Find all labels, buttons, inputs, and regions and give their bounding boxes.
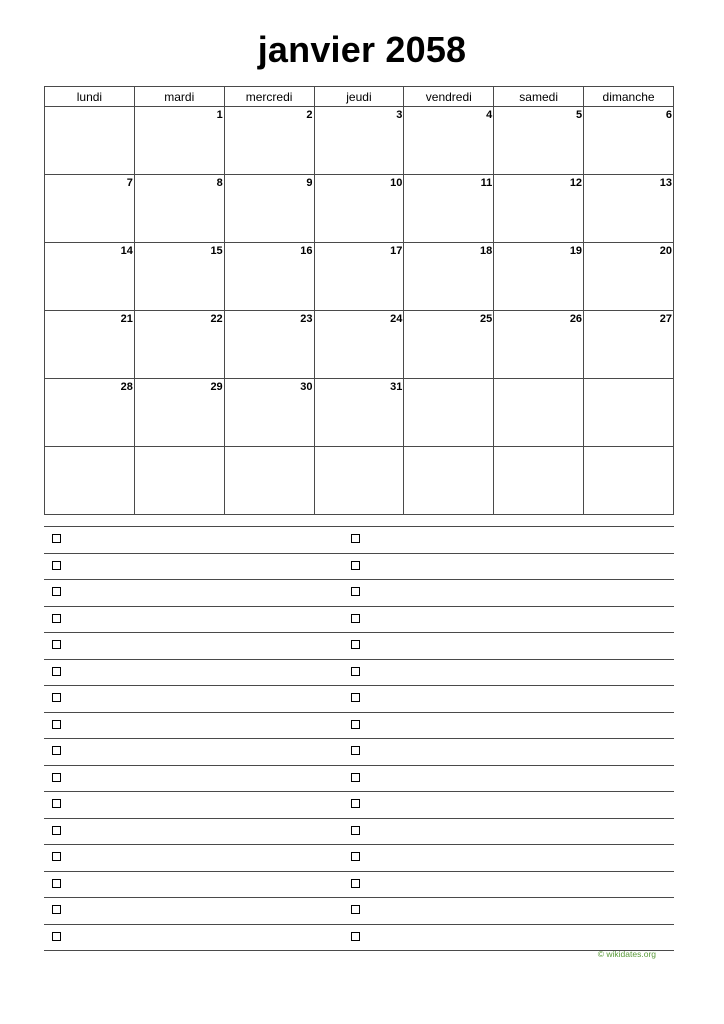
calendar-day-cell [314,311,404,379]
calendar-day-cell [494,447,584,515]
day-number: 18 [479,245,493,257]
checkbox-right[interactable] [351,693,360,702]
checkbox-left[interactable] [52,614,61,623]
checkbox-right[interactable] [351,852,360,861]
calendar-day-cell [404,447,494,515]
checkbox-right[interactable] [351,640,360,649]
checkbox-left[interactable] [52,561,61,570]
calendar-day-cell [494,379,584,447]
calendar-day-cell [134,447,224,515]
checkbox-right[interactable] [351,932,360,941]
calendar-day-cell [404,107,494,175]
day-number: 9 [306,177,313,189]
checkbox-right[interactable] [351,667,360,676]
todo-row [44,898,674,925]
day-number: 4 [486,109,493,121]
day-number: 1 [216,109,223,121]
calendar-day-cell [224,243,314,311]
calendar-day-cell [494,175,584,243]
calendar-day-cell [404,243,494,311]
day-number: 11 [480,177,493,189]
calendar-day-cell [134,243,224,311]
todo-row [44,713,674,740]
todo-row [44,766,674,793]
calendar-day-cell [224,447,314,515]
calendar-day-cell [314,379,404,447]
calendar-day-cell [224,379,314,447]
day-number: 22 [210,313,223,325]
checkbox-left[interactable] [52,799,61,808]
calendar-day-cell [224,311,314,379]
day-number: 5 [575,109,583,121]
calendar-grid [44,86,674,515]
checkbox-right[interactable] [351,534,360,543]
day-number: 21 [120,313,133,325]
day-number: 31 [390,381,403,393]
calendar-day-cell [134,175,224,243]
checkbox-right[interactable] [351,746,360,755]
checkbox-right[interactable] [351,826,360,835]
day-number: 15 [210,245,223,257]
todo-row [44,633,674,660]
calendar-day-cell [314,243,404,311]
calendar-day-cell [404,379,494,447]
day-number: 19 [569,245,583,257]
checkbox-right[interactable] [351,773,360,782]
calendar-day-cell [404,311,494,379]
todo-row [44,819,674,846]
todo-row [44,527,674,554]
checkbox-left[interactable] [52,826,61,835]
todo-list [44,526,674,951]
todo-row [44,925,674,952]
checkbox-left[interactable] [52,640,61,649]
footer-credit: © wikidates.org [597,949,656,959]
calendar-week-row [45,379,674,447]
calendar-day-cell [584,379,674,447]
checkbox-right[interactable] [351,587,360,596]
calendar-day-cell [494,243,584,311]
weekday-header: mercredi [224,87,314,107]
todo-row [44,792,674,819]
calendar-day-cell [314,175,404,243]
todo-row [44,554,674,581]
calendar-day-cell [45,243,135,311]
calendar-day-cell [224,175,314,243]
weekday-header-row [45,87,674,107]
calendar-day-cell [45,311,135,379]
todo-row [44,739,674,766]
calendar-day-cell [584,447,674,515]
checkbox-left[interactable] [52,932,61,941]
calendar-week-row [45,311,674,379]
calendar-week-row [45,243,674,311]
day-number: 6 [665,109,672,121]
calendar-day-cell [134,107,224,175]
todo-row [44,872,674,899]
calendar-day-cell [45,175,135,243]
checkbox-left[interactable] [52,773,61,782]
day-number: 3 [396,109,403,121]
checkbox-left[interactable] [52,852,61,861]
checkbox-left[interactable] [52,879,61,888]
calendar-day-cell [314,107,404,175]
checkbox-left[interactable] [52,667,61,676]
checkbox-left[interactable] [52,587,61,596]
calendar-body [45,107,674,515]
weekday-header: jeudi [314,87,404,107]
day-number: 2 [306,109,313,121]
weekday-header: mardi [134,87,224,107]
checkbox-left[interactable] [52,746,61,755]
checkbox-left[interactable] [52,905,61,914]
weekday-header: vendredi [404,87,494,107]
todo-row [44,845,674,872]
calendar-day-cell [584,243,674,311]
day-number: 7 [126,177,133,189]
checkbox-left[interactable] [52,720,61,729]
day-number: 30 [300,381,313,393]
day-number: 13 [659,177,672,189]
calendar-day-cell [45,447,135,515]
calendar-day-cell [584,175,674,243]
day-number: 29 [210,381,223,393]
checkbox-right[interactable] [351,561,360,570]
calendar-week-row [45,175,674,243]
calendar-day-cell [314,447,404,515]
todo-row [44,686,674,713]
day-number: 25 [479,313,493,325]
todo-row [44,660,674,687]
day-number: 27 [659,313,672,325]
calendar-day-cell [45,379,135,447]
weekday-header: dimanche [584,87,674,107]
day-number: 16 [300,245,313,257]
checkbox-right[interactable] [351,614,360,623]
checkbox-right[interactable] [351,879,360,888]
calendar-week-row [45,107,674,175]
checkbox-left[interactable] [52,534,61,543]
todo-row [44,580,674,607]
checkbox-right[interactable] [351,905,360,914]
weekday-header: samedi [494,87,584,107]
weekday-header: lundi [45,87,135,107]
day-number: 24 [390,313,403,325]
calendar-day-cell [494,311,584,379]
checkbox-left[interactable] [52,693,61,702]
day-number: 17 [390,245,403,257]
calendar-day-cell [404,175,494,243]
calendar-day-cell [494,107,584,175]
calendar-day-cell [224,107,314,175]
day-number: 12 [569,177,583,189]
page-title: janvier 2058 [257,29,467,70]
checkbox-right[interactable] [351,720,360,729]
day-number: 23 [300,313,313,325]
day-number: 28 [120,381,133,393]
calendar-day-cell [45,107,135,175]
calendar-day-cell [584,107,674,175]
day-number: 14 [120,245,133,257]
checkbox-right[interactable] [351,799,360,808]
calendar-day-cell [134,311,224,379]
day-number: 8 [216,177,223,189]
day-number: 10 [390,177,403,189]
day-number: 20 [659,245,672,257]
calendar-day-cell [134,379,224,447]
day-number: 26 [569,313,583,325]
calendar-day-cell [584,311,674,379]
calendar-week-row [45,447,674,515]
todo-row [44,607,674,634]
